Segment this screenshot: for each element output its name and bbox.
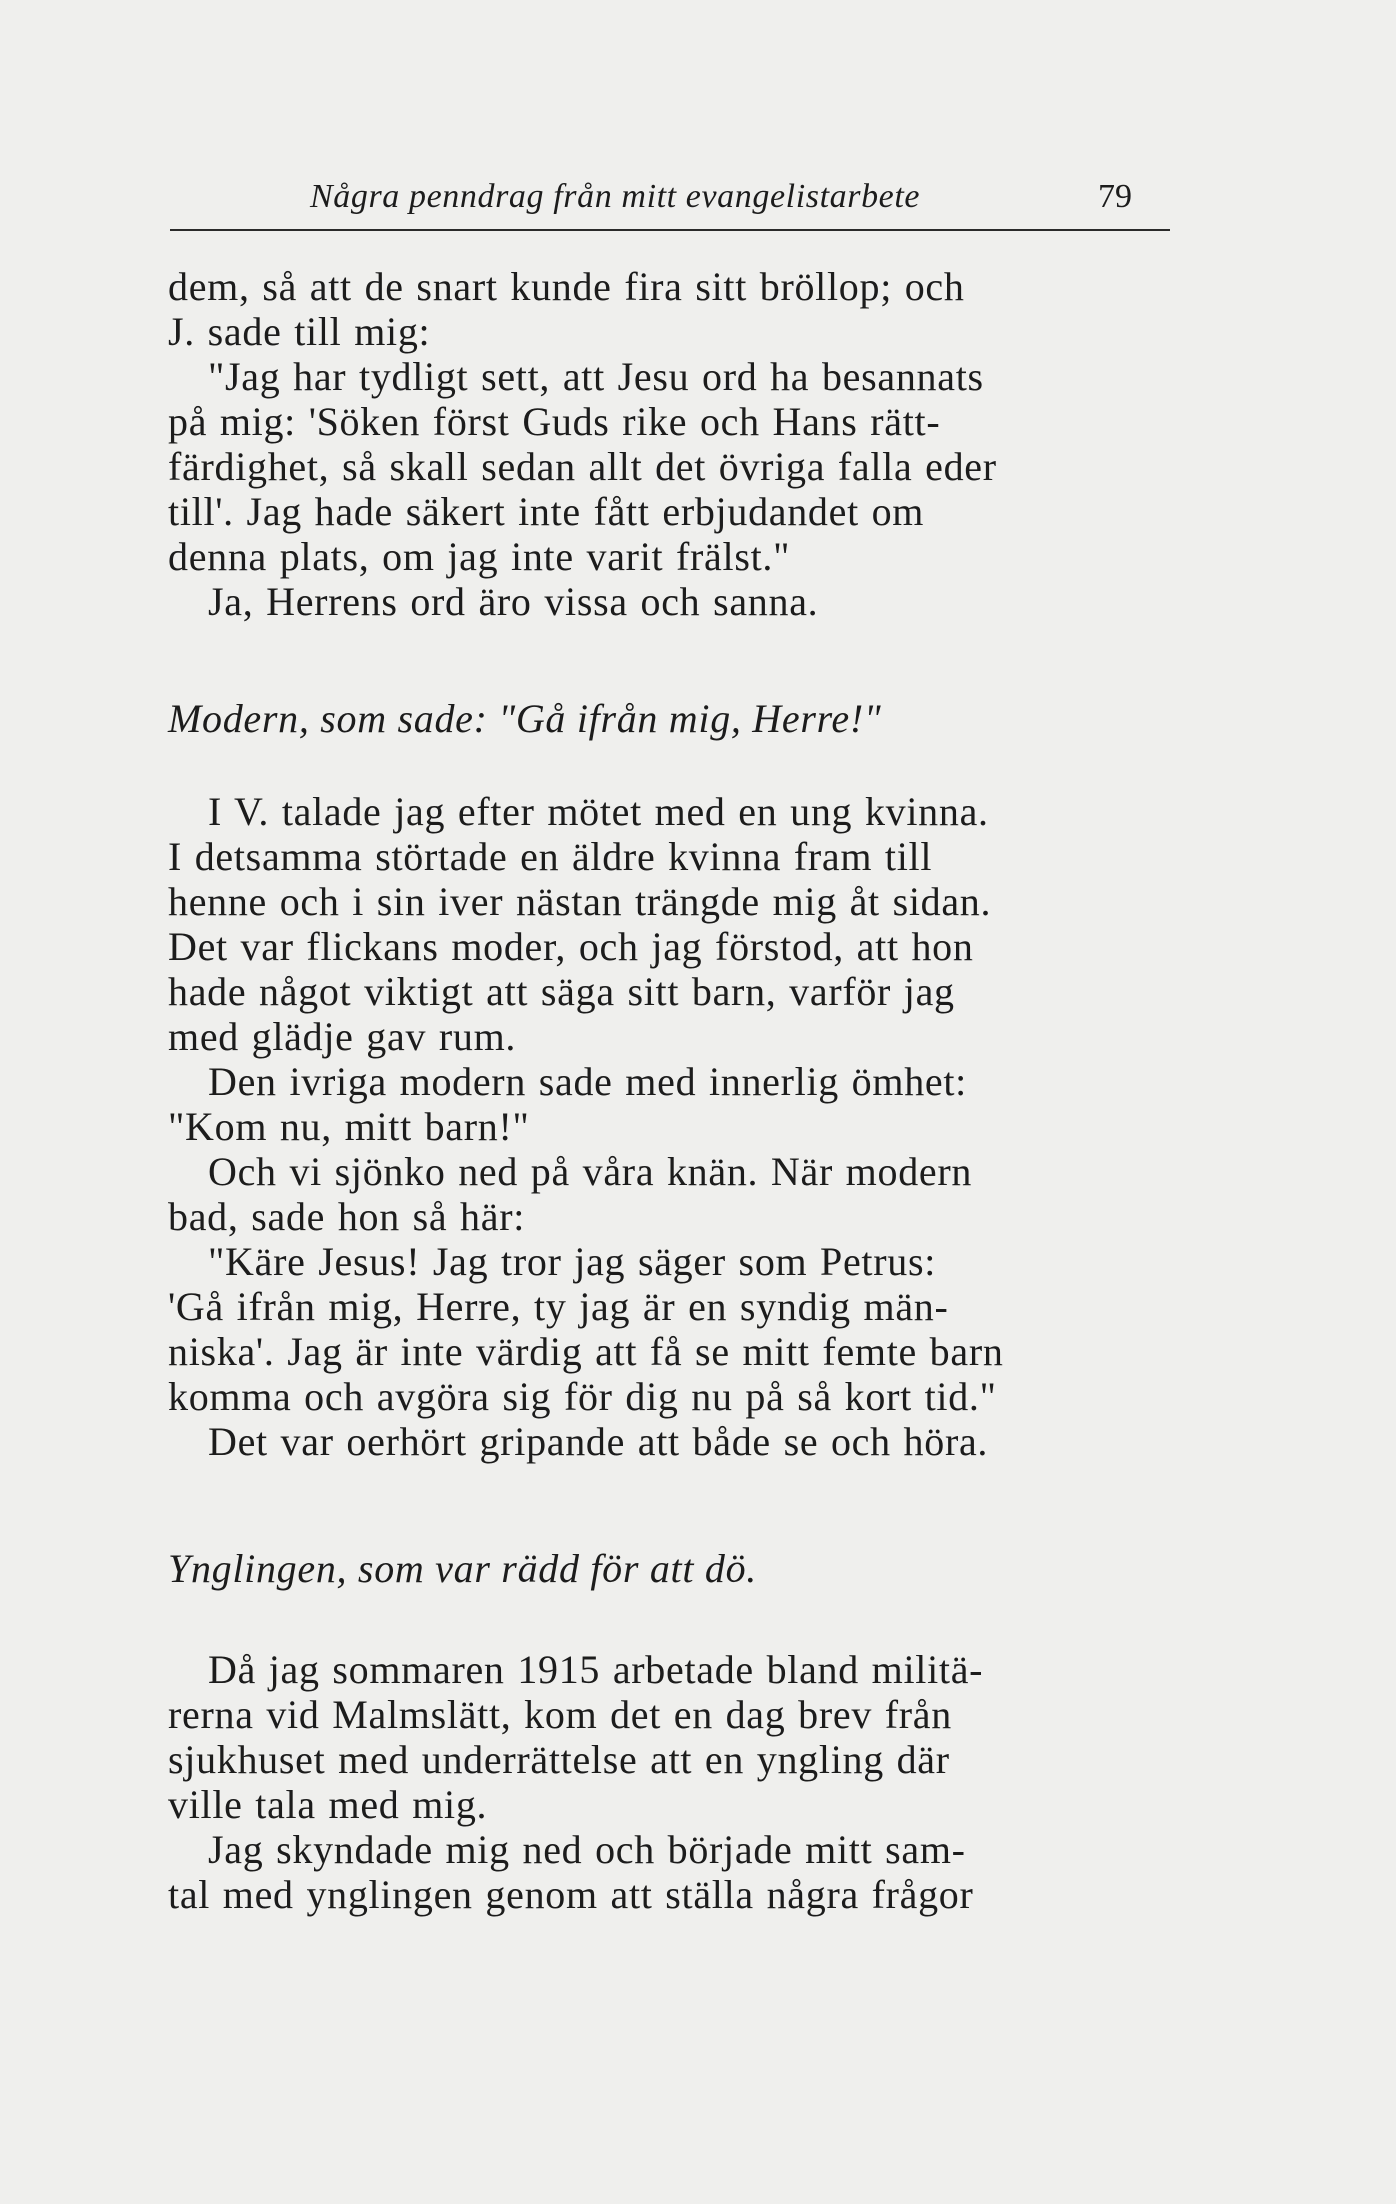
body-text [168, 264, 1132, 1917]
text-line: till'. Jag hade säkert inte fått erbjudandet om [168, 489, 925, 534]
text-line: rerna vid Malmslätt, kom det en dag brev från [168, 1692, 952, 1737]
spacer [168, 624, 1132, 696]
text-line: tal med ynglingen genom att ställa några frågor [168, 1872, 974, 1917]
text-line: henne och i sin iver nästan trängde mig åt sidan. [168, 879, 992, 924]
header-rule [170, 229, 1170, 231]
text-line: I V. talade jag efter mötet med en ung kvinna. [208, 789, 989, 834]
text-line: på mig: 'Söken först Guds rike och Hans rätt- [168, 399, 941, 444]
text-line: bad, sade hon så här: [168, 1194, 526, 1239]
section-heading-ynglingen: Ynglingen, som var rädd för att dö. [168, 1546, 757, 1591]
spacer [168, 1591, 1132, 1647]
text-line: komma och avgöra sig för dig nu på så kort tid." [168, 1374, 997, 1419]
text-line: 'Gå ifrån mig, Herre, ty jag är en syndig män- [168, 1284, 949, 1329]
running-title: Några penndrag från mitt evangelistarbete [310, 178, 921, 215]
running-header [170, 176, 1170, 232]
text-line: Då jag sommaren 1915 arbetade bland militä- [208, 1647, 984, 1692]
text-line: Ja, Herrens ord äro vissa och sanna. [208, 579, 819, 624]
text-line: Och vi sjönko ned på våra knän. När modern [208, 1149, 973, 1194]
text-line: "Kom nu, mitt barn!" [168, 1104, 530, 1149]
text-line: niska'. Jag är inte värdig att få se mitt femte barn [168, 1329, 1004, 1374]
text-line: Jag skyndade mig ned och började mitt sam- [208, 1827, 966, 1872]
text-line: denna plats, om jag inte varit frälst." [168, 534, 791, 579]
section-modern [168, 789, 1132, 1464]
text-line: sjukhuset med underrättelse att en yngling där [168, 1737, 950, 1782]
text-line: Den ivriga modern sade med innerlig ömhet: [208, 1059, 967, 1104]
section-heading-modern: Modern, som sade: "Gå ifrån mig, Herre!" [168, 696, 882, 741]
section-continuation [168, 264, 1132, 624]
text-line: Det var flickans moder, och jag förstod, att hon [168, 924, 974, 969]
spacer [168, 1464, 1132, 1546]
text-line: I detsamma störtade en äldre kvinna fram till [168, 834, 933, 879]
spacer [168, 741, 1132, 789]
text-line: "Käre Jesus! Jag tror jag säger som Petrus: [208, 1239, 937, 1284]
text-line: färdighet, så skall sedan allt det övriga falla eder [168, 444, 997, 489]
text-line: med glädje gav rum. [168, 1014, 517, 1059]
page-number: 79 [1098, 178, 1132, 215]
text-line: J. sade till mig: [168, 309, 431, 354]
text-line: dem, så att de snart kunde fira sitt bröllop; och [168, 264, 965, 309]
text-line: hade något viktigt att säga sitt barn, varför jag [168, 969, 955, 1014]
text-line: ville tala med mig. [168, 1782, 488, 1827]
text-line: Det var oerhört gripande att både se och höra. [208, 1419, 989, 1464]
text-line: "Jag har tydligt sett, att Jesu ord ha besannats [208, 354, 984, 399]
section-ynglingen [168, 1647, 1132, 1917]
